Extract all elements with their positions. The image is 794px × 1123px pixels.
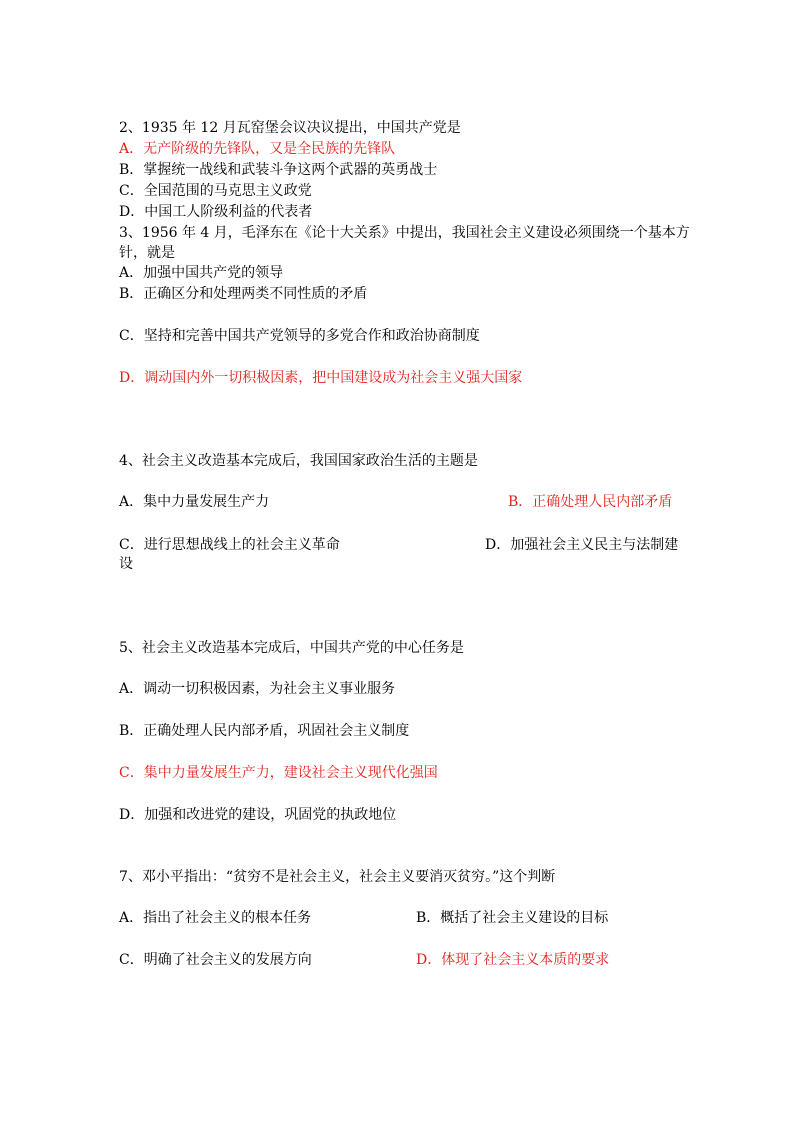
question-5-option-a: A．调动一切积极因素，为社会主义事业服务 bbox=[119, 681, 396, 697]
question-5-option-b: B．正确处理人民内部矛盾，巩固社会主义制度 bbox=[119, 723, 410, 739]
question-5-option-c: C．集中力量发展生产力，建设社会主义现代化强国 bbox=[119, 765, 438, 781]
question-4-option-d-continuation: 设 bbox=[119, 556, 133, 572]
question-4-option-a: A．集中力量发展生产力 bbox=[119, 494, 270, 510]
question-3-stem-line-1: 3、1956 年 4 月，毛泽东在《论十大关系》中提出，我国社会主义建设必须围绕一个基本方 bbox=[119, 225, 690, 241]
question-3-option-d: D．调动国内外一切积极因素，把中国建设成为社会主义强大国家 bbox=[119, 370, 523, 386]
question-2-option-c: C．全国范围的马克思主义政党 bbox=[119, 183, 312, 199]
question-7-stem: 7、邓小平指出：“贫穷不是社会主义，社会主义要消灭贫穷。”这个判断 bbox=[119, 869, 556, 885]
question-4-option-c: C．进行思想战线上的社会主义革命 bbox=[119, 537, 340, 553]
question-2-option-a: A．无产阶级的先锋队，又是全民族的先锋队 bbox=[119, 141, 396, 157]
question-4-stem: 4、社会主义改造基本完成后，我国国家政治生活的主题是 bbox=[119, 453, 478, 469]
question-5-stem: 5、社会主义改造基本完成后，中国共产党的中心任务是 bbox=[119, 640, 464, 656]
question-7-option-a: A．指出了社会主义的根本任务 bbox=[119, 910, 312, 926]
question-5-option-d: D．加强和改进党的建设，巩固党的执政地位 bbox=[119, 807, 397, 823]
question-7-option-c: C．明确了社会主义的发展方向 bbox=[119, 952, 312, 968]
question-4-option-b: B．正确处理人民内部矛盾 bbox=[508, 494, 673, 510]
question-2-option-d: D．中国工人阶级利益的代表者 bbox=[119, 204, 313, 220]
question-7-option-d: D．体现了社会主义本质的要求 bbox=[416, 952, 610, 968]
question-3-stem-line-2: 针，就是 bbox=[119, 245, 175, 261]
question-2-stem: 2、1935 年 12 月瓦窑堡会议决议提出，中国共产党是 bbox=[119, 120, 461, 136]
question-2-option-b: B．掌握统一战线和武装斗争这两个武器的英勇战士 bbox=[119, 162, 438, 178]
question-4-option-d: D．加强社会主义民主与法制建 bbox=[485, 537, 679, 553]
question-3-option-b: B．正确区分和处理两类不同性质的矛盾 bbox=[119, 286, 368, 302]
question-3-option-a: A．加强中国共产党的领导 bbox=[119, 265, 284, 281]
question-7-option-b: B．概括了社会主义建设的目标 bbox=[416, 910, 609, 926]
question-3-option-c: C．坚持和完善中国共产党领导的多党合作和政治协商制度 bbox=[119, 328, 480, 344]
